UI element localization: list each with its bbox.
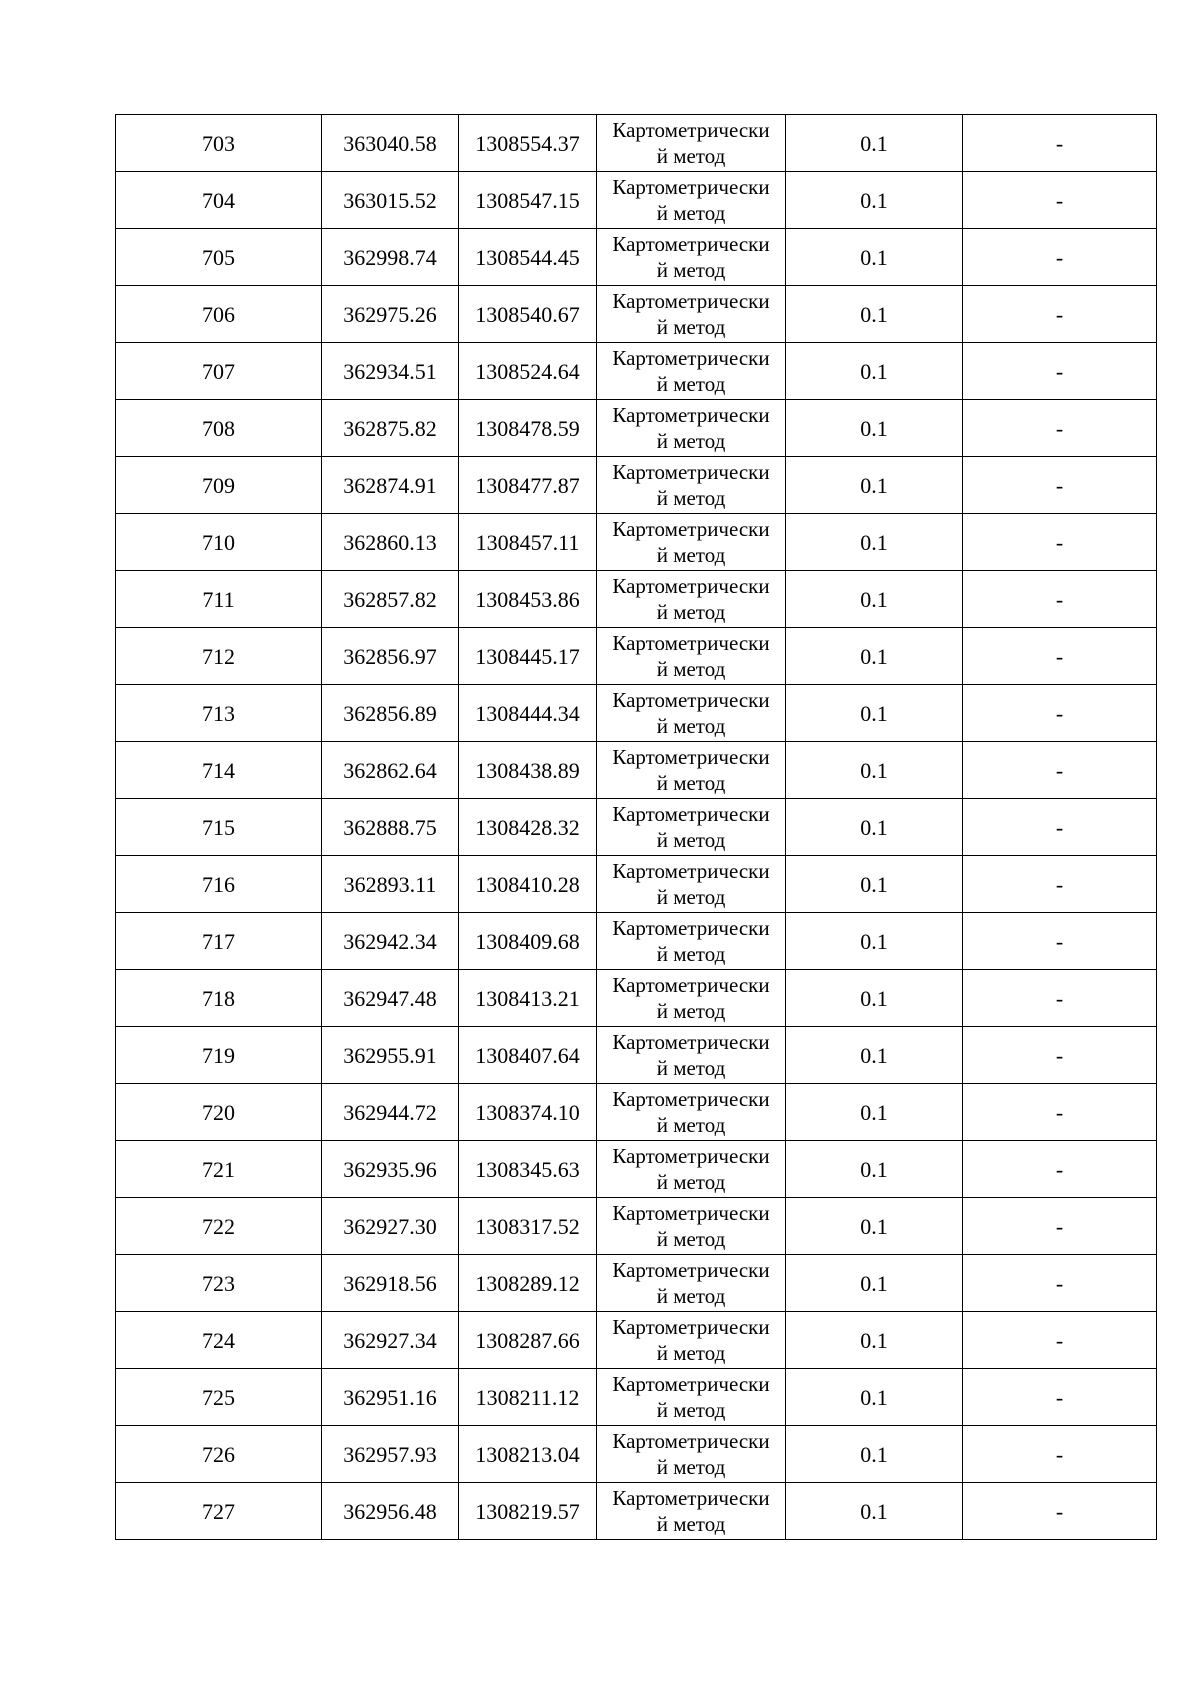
x-coordinate-cell: 362893.11 — [322, 856, 459, 913]
method-line-1: Картометрически — [612, 118, 770, 142]
accuracy-cell: 0.1 — [786, 343, 963, 400]
point-number-cell: 722 — [116, 1198, 322, 1255]
point-number-cell: 719 — [116, 1027, 322, 1084]
method-line-2: й метод — [656, 1512, 726, 1536]
y-coordinate-cell: 1308287.66 — [459, 1312, 597, 1369]
y-coordinate-cell: 1308345.63 — [459, 1141, 597, 1198]
note-cell: - — [963, 286, 1157, 343]
method-line-1: Картометрически — [612, 460, 770, 484]
x-coordinate-cell: 362918.56 — [322, 1255, 459, 1312]
table-row — [116, 343, 1157, 400]
method-cell — [597, 685, 786, 742]
method-line-1: Картометрически — [612, 574, 770, 598]
accuracy-cell: 0.1 — [786, 970, 963, 1027]
table-row — [116, 685, 1157, 742]
table-row — [116, 1084, 1157, 1141]
x-coordinate-cell: 362947.48 — [322, 970, 459, 1027]
x-coordinate-cell: 362955.91 — [322, 1027, 459, 1084]
y-coordinate-cell: 1308317.52 — [459, 1198, 597, 1255]
point-number-cell: 704 — [116, 172, 322, 229]
table-row — [116, 1141, 1157, 1198]
method-line-2: й метод — [656, 201, 726, 225]
x-coordinate-cell: 362935.96 — [322, 1141, 459, 1198]
point-number-cell: 718 — [116, 970, 322, 1027]
method-line-1: Картометрически — [612, 346, 770, 370]
note-cell: - — [963, 400, 1157, 457]
x-coordinate-cell: 362856.97 — [322, 628, 459, 685]
x-coordinate-cell: 362944.72 — [322, 1084, 459, 1141]
method-line-1: Картометрически — [612, 1201, 770, 1225]
method-line-2: й метод — [656, 1398, 726, 1422]
accuracy-cell: 0.1 — [786, 628, 963, 685]
note-cell: - — [963, 1426, 1157, 1483]
method-cell — [597, 628, 786, 685]
note-cell: - — [963, 799, 1157, 856]
method-cell — [597, 343, 786, 400]
note-cell: - — [963, 229, 1157, 286]
point-number-cell: 727 — [116, 1483, 322, 1540]
method-line-2: й метод — [656, 657, 726, 681]
x-coordinate-cell: 362927.30 — [322, 1198, 459, 1255]
method-line-2: й метод — [656, 144, 726, 168]
y-coordinate-cell: 1308540.67 — [459, 286, 597, 343]
method-cell — [597, 115, 786, 172]
point-number-cell: 720 — [116, 1084, 322, 1141]
x-coordinate-cell: 362934.51 — [322, 343, 459, 400]
point-number-cell: 711 — [116, 571, 322, 628]
y-coordinate-cell: 1308428.32 — [459, 799, 597, 856]
method-cell — [597, 913, 786, 970]
method-cell — [597, 1483, 786, 1540]
method-line-2: й метод — [656, 1113, 726, 1137]
note-cell: - — [963, 571, 1157, 628]
note-cell: - — [963, 1084, 1157, 1141]
method-line-2: й метод — [656, 828, 726, 852]
accuracy-cell: 0.1 — [786, 571, 963, 628]
note-cell: - — [963, 1483, 1157, 1540]
table-row — [116, 1198, 1157, 1255]
table-row — [116, 514, 1157, 571]
y-coordinate-cell: 1308413.21 — [459, 970, 597, 1027]
table-row — [116, 1312, 1157, 1369]
method-cell — [597, 1255, 786, 1312]
table-row — [116, 1027, 1157, 1084]
method-line-1: Картометрически — [612, 1429, 770, 1453]
method-line-2: й метод — [656, 1227, 726, 1251]
note-cell: - — [963, 913, 1157, 970]
method-cell — [597, 799, 786, 856]
y-coordinate-cell: 1308547.15 — [459, 172, 597, 229]
method-line-2: й метод — [656, 372, 726, 396]
point-number-cell: 714 — [116, 742, 322, 799]
method-line-2: й метод — [656, 999, 726, 1023]
x-coordinate-cell: 362957.93 — [322, 1426, 459, 1483]
method-line-2: й метод — [656, 942, 726, 966]
y-coordinate-cell: 1308438.89 — [459, 742, 597, 799]
accuracy-cell: 0.1 — [786, 799, 963, 856]
method-line-2: й метод — [656, 429, 726, 453]
method-cell — [597, 400, 786, 457]
note-cell: - — [963, 514, 1157, 571]
x-coordinate-cell: 362951.16 — [322, 1369, 459, 1426]
y-coordinate-cell: 1308410.28 — [459, 856, 597, 913]
x-coordinate-cell: 363040.58 — [322, 115, 459, 172]
accuracy-cell: 0.1 — [786, 1084, 963, 1141]
point-number-cell: 716 — [116, 856, 322, 913]
note-cell: - — [963, 172, 1157, 229]
point-number-cell: 724 — [116, 1312, 322, 1369]
method-cell — [597, 172, 786, 229]
method-cell — [597, 571, 786, 628]
method-cell — [597, 229, 786, 286]
table-row — [116, 742, 1157, 799]
note-cell: - — [963, 457, 1157, 514]
method-cell — [597, 856, 786, 913]
table-row — [116, 913, 1157, 970]
point-number-cell: 723 — [116, 1255, 322, 1312]
note-cell: - — [963, 1369, 1157, 1426]
method-cell — [597, 457, 786, 514]
y-coordinate-cell: 1308374.10 — [459, 1084, 597, 1141]
method-line-2: й метод — [656, 258, 726, 282]
method-line-1: Картометрически — [612, 631, 770, 655]
accuracy-cell: 0.1 — [786, 229, 963, 286]
accuracy-cell: 0.1 — [786, 1483, 963, 1540]
accuracy-cell: 0.1 — [786, 1255, 963, 1312]
x-coordinate-cell: 362860.13 — [322, 514, 459, 571]
method-line-1: Картометрически — [612, 916, 770, 940]
note-cell: - — [963, 1027, 1157, 1084]
method-line-1: Картометрически — [612, 1087, 770, 1111]
accuracy-cell: 0.1 — [786, 1198, 963, 1255]
accuracy-cell: 0.1 — [786, 172, 963, 229]
method-cell — [597, 1084, 786, 1141]
method-cell — [597, 742, 786, 799]
method-line-2: й метод — [656, 1455, 726, 1479]
point-number-cell: 721 — [116, 1141, 322, 1198]
method-line-2: й метод — [656, 714, 726, 738]
table-row — [116, 1483, 1157, 1540]
table-body — [116, 115, 1157, 1540]
table-row — [116, 970, 1157, 1027]
method-line-2: й метод — [656, 1170, 726, 1194]
point-number-cell: 710 — [116, 514, 322, 571]
y-coordinate-cell: 1308289.12 — [459, 1255, 597, 1312]
method-cell — [597, 1369, 786, 1426]
note-cell: - — [963, 628, 1157, 685]
y-coordinate-cell: 1308453.86 — [459, 571, 597, 628]
note-cell: - — [963, 856, 1157, 913]
point-number-cell: 705 — [116, 229, 322, 286]
method-cell — [597, 970, 786, 1027]
method-line-1: Картометрически — [612, 175, 770, 199]
point-number-cell: 703 — [116, 115, 322, 172]
method-line-1: Картометрически — [612, 517, 770, 541]
method-cell — [597, 1312, 786, 1369]
y-coordinate-cell: 1308444.34 — [459, 685, 597, 742]
method-line-2: й метод — [656, 1284, 726, 1308]
y-coordinate-cell: 1308524.64 — [459, 343, 597, 400]
method-line-2: й метод — [656, 771, 726, 795]
y-coordinate-cell: 1308457.11 — [459, 514, 597, 571]
x-coordinate-cell: 362874.91 — [322, 457, 459, 514]
x-coordinate-cell: 362927.34 — [322, 1312, 459, 1369]
x-coordinate-cell: 362857.82 — [322, 571, 459, 628]
table-row — [116, 400, 1157, 457]
table-row — [116, 571, 1157, 628]
x-coordinate-cell: 362956.48 — [322, 1483, 459, 1540]
accuracy-cell: 0.1 — [786, 856, 963, 913]
note-cell: - — [963, 1141, 1157, 1198]
y-coordinate-cell: 1308554.37 — [459, 115, 597, 172]
method-line-1: Картометрически — [612, 1144, 770, 1168]
point-number-cell: 712 — [116, 628, 322, 685]
note-cell: - — [963, 1312, 1157, 1369]
method-cell — [597, 1198, 786, 1255]
method-line-1: Картометрически — [612, 1372, 770, 1396]
method-line-2: й метод — [656, 543, 726, 567]
x-coordinate-cell: 362862.64 — [322, 742, 459, 799]
x-coordinate-cell: 362942.34 — [322, 913, 459, 970]
method-line-2: й метод — [656, 1341, 726, 1365]
note-cell: - — [963, 742, 1157, 799]
accuracy-cell: 0.1 — [786, 514, 963, 571]
table-row — [116, 115, 1157, 172]
x-coordinate-cell: 362888.75 — [322, 799, 459, 856]
note-cell: - — [963, 115, 1157, 172]
point-number-cell: 713 — [116, 685, 322, 742]
note-cell: - — [963, 343, 1157, 400]
method-line-1: Картометрически — [612, 1486, 770, 1510]
x-coordinate-cell: 362856.89 — [322, 685, 459, 742]
point-number-cell: 715 — [116, 799, 322, 856]
method-line-1: Картометрически — [612, 1315, 770, 1339]
method-line-1: Картометрически — [612, 859, 770, 883]
method-line-1: Картометрически — [612, 745, 770, 769]
accuracy-cell: 0.1 — [786, 115, 963, 172]
coordinates-table — [115, 114, 1157, 1540]
method-cell — [597, 286, 786, 343]
accuracy-cell: 0.1 — [786, 286, 963, 343]
point-number-cell: 709 — [116, 457, 322, 514]
table-row — [116, 172, 1157, 229]
method-line-2: й метод — [656, 486, 726, 510]
method-cell — [597, 1426, 786, 1483]
y-coordinate-cell: 1308219.57 — [459, 1483, 597, 1540]
method-line-2: й метод — [656, 600, 726, 624]
point-number-cell: 725 — [116, 1369, 322, 1426]
note-cell: - — [963, 685, 1157, 742]
y-coordinate-cell: 1308211.12 — [459, 1369, 597, 1426]
point-number-cell: 717 — [116, 913, 322, 970]
method-line-2: й метод — [656, 315, 726, 339]
table-row — [116, 457, 1157, 514]
x-coordinate-cell: 362998.74 — [322, 229, 459, 286]
accuracy-cell: 0.1 — [786, 1141, 963, 1198]
note-cell: - — [963, 1255, 1157, 1312]
method-line-1: Картометрически — [612, 1030, 770, 1054]
accuracy-cell: 0.1 — [786, 1312, 963, 1369]
accuracy-cell: 0.1 — [786, 913, 963, 970]
method-line-1: Картометрически — [612, 289, 770, 313]
method-line-1: Картометрически — [612, 802, 770, 826]
table-row — [116, 628, 1157, 685]
y-coordinate-cell: 1308213.04 — [459, 1426, 597, 1483]
method-line-2: й метод — [656, 1056, 726, 1080]
method-line-1: Картометрически — [612, 688, 770, 712]
table-row — [116, 799, 1157, 856]
y-coordinate-cell: 1308478.59 — [459, 400, 597, 457]
table-row — [116, 1369, 1157, 1426]
method-cell — [597, 1141, 786, 1198]
y-coordinate-cell: 1308445.17 — [459, 628, 597, 685]
y-coordinate-cell: 1308409.68 — [459, 913, 597, 970]
x-coordinate-cell: 363015.52 — [322, 172, 459, 229]
accuracy-cell: 0.1 — [786, 685, 963, 742]
y-coordinate-cell: 1308407.64 — [459, 1027, 597, 1084]
accuracy-cell: 0.1 — [786, 400, 963, 457]
accuracy-cell: 0.1 — [786, 742, 963, 799]
accuracy-cell: 0.1 — [786, 1369, 963, 1426]
method-cell — [597, 514, 786, 571]
point-number-cell: 708 — [116, 400, 322, 457]
point-number-cell: 726 — [116, 1426, 322, 1483]
x-coordinate-cell: 362975.26 — [322, 286, 459, 343]
method-cell — [597, 1027, 786, 1084]
point-number-cell: 707 — [116, 343, 322, 400]
method-line-2: й метод — [656, 885, 726, 909]
x-coordinate-cell: 362875.82 — [322, 400, 459, 457]
method-line-1: Картометрически — [612, 232, 770, 256]
accuracy-cell: 0.1 — [786, 457, 963, 514]
table-row — [116, 1426, 1157, 1483]
table-row — [116, 286, 1157, 343]
point-number-cell: 706 — [116, 286, 322, 343]
accuracy-cell: 0.1 — [786, 1426, 963, 1483]
method-line-1: Картометрически — [612, 403, 770, 427]
accuracy-cell: 0.1 — [786, 1027, 963, 1084]
note-cell: - — [963, 1198, 1157, 1255]
y-coordinate-cell: 1308477.87 — [459, 457, 597, 514]
table-row — [116, 856, 1157, 913]
method-line-1: Картометрически — [612, 973, 770, 997]
table-row — [116, 1255, 1157, 1312]
y-coordinate-cell: 1308544.45 — [459, 229, 597, 286]
method-line-1: Картометрически — [612, 1258, 770, 1282]
table-row — [116, 229, 1157, 286]
note-cell: - — [963, 970, 1157, 1027]
